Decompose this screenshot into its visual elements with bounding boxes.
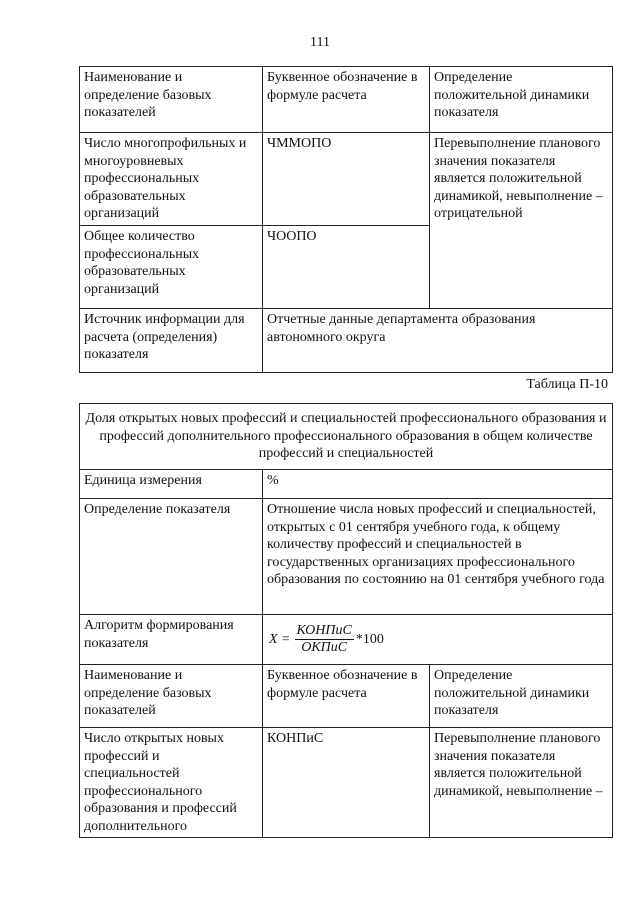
table-row bbox=[80, 728, 613, 838]
row-dynamics: Перевыполнение планового значения показателя является положительной динамикой, невыполнение – отрицательной bbox=[430, 133, 613, 309]
title-row bbox=[80, 404, 613, 470]
algorithm-row bbox=[80, 615, 613, 665]
table-label: Таблица П-10 bbox=[526, 377, 608, 392]
formula-numerator: КОНПиС bbox=[296, 623, 352, 638]
header-name: Наименование и определение базовых показателей bbox=[80, 67, 263, 133]
definition-value: Отношение числа новых профессий и специальностей, открытых с 01 сентября учебного года, к общему количеству профессий и специальностей в государственных организациях профессионального образования по состоянию на 01 сентября учебного года bbox=[263, 499, 613, 615]
unit-label: Единица измерения bbox=[80, 470, 263, 499]
unit-row bbox=[80, 470, 613, 499]
page-number: 111 bbox=[310, 35, 330, 50]
source-label: Источник информации для расчета (определения) показателя bbox=[80, 309, 263, 373]
definition-row bbox=[80, 499, 613, 615]
table-row bbox=[80, 133, 613, 226]
row-symbol: КОНПиС bbox=[263, 728, 430, 838]
header-row bbox=[80, 67, 613, 133]
row-name: Число открытых новых профессий и специальностей профессионального образования и профессий дополнительного bbox=[80, 728, 263, 838]
header-row bbox=[80, 665, 613, 728]
unit-value: % bbox=[263, 470, 613, 499]
row-dynamics: Перевыполнение планового значения показателя является положительной динамикой, невыполнение – bbox=[430, 728, 613, 838]
formula-lhs: X = bbox=[269, 631, 291, 647]
row-name: Общее количество профессиональных образовательных организаций bbox=[80, 226, 263, 309]
table-title: Доля открытых новых профессий и специальностей профессионального образования и профессий дополнительного профессионального образования в общем количестве профессий и специальностей bbox=[80, 404, 613, 470]
source-value: Отчетные данные департамента образования автономного округа bbox=[263, 309, 613, 373]
algorithm-label: Алгоритм формирования показателя bbox=[80, 615, 263, 665]
header-name: Наименование и определение базовых показателей bbox=[80, 665, 263, 728]
formula-multiplier: *100 bbox=[355, 631, 384, 647]
formula bbox=[267, 617, 608, 656]
definition-label: Определение показателя bbox=[80, 499, 263, 615]
formula-cell bbox=[263, 615, 613, 665]
formula-fraction bbox=[295, 623, 354, 656]
row-symbol: ЧООПО bbox=[263, 226, 430, 309]
header-dynamics: Определение положительной динамики показателя bbox=[430, 665, 613, 728]
row-symbol: ЧММОПО bbox=[263, 133, 430, 226]
header-dynamics: Определение положительной динамики показателя bbox=[430, 67, 613, 133]
header-symbol: Буквенное обозначение в формуле расчета bbox=[263, 665, 430, 728]
indicator-table-continued bbox=[79, 66, 613, 373]
formula-denominator: ОКПиС bbox=[301, 640, 348, 655]
row-name: Число многопрофильных и многоуровневых профессиональных образовательных организаций bbox=[80, 133, 263, 226]
indicator-table-p10 bbox=[79, 403, 613, 838]
source-row bbox=[80, 309, 613, 373]
header-symbol: Буквенное обозначение в формуле расчета bbox=[263, 67, 430, 133]
